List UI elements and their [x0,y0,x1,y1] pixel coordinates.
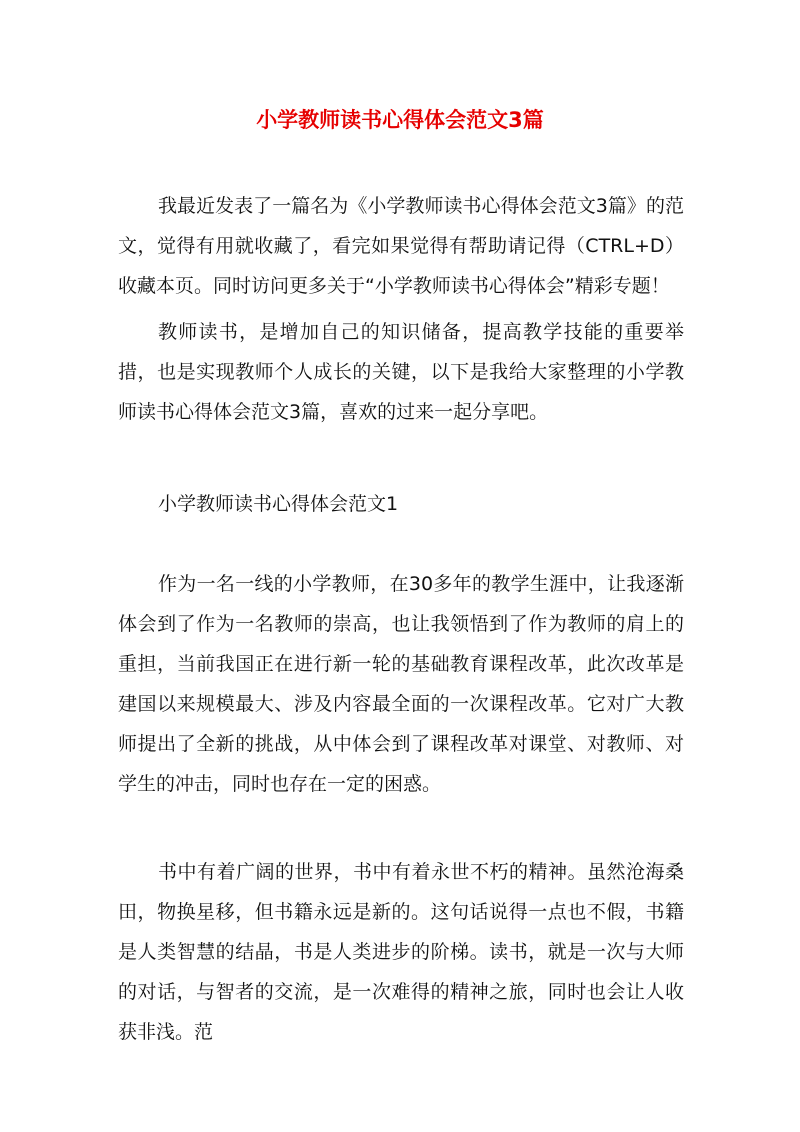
body-paragraph: 作为一名一线的小学教师，在30多年的教学生涯中，让我逐渐体会到了作为一名教师的崇高，也让我领悟到了作为教师的肩上的重担，当前我国正在进行新一轮的基础教育课程改革，此次改革是建国以来规模最大、涉及内容最全面的一次课程改革。它对广大教师提出了全新的挑战，从中体会到了课程改革对课堂、对教师、对学生的冲击，同时也存在一定的困惑。 [118,573,684,795]
body-paragraph: 书中有着广阔的世界，书中有着永世不朽的精神。虽然沧海桑田，物换星移，但书籍永远是新的。这句话说得一点也不假，书籍是人类智慧的结晶，书是人类进步的阶梯。读书，就是一次与大师的对话，与智者的交流，是一次难得的精神之旅，同时也会让人收获非浅。范 [118,861,684,1043]
intro-paragraph: 我最近发表了一篇名为《小学教师读书心得体会范文3篇》的范文，觉得有用就收藏了，看完如果觉得有帮助请记得（CTRL+D）收藏本页。同时访问更多关于“小学教师读书心得体会”精彩专题！ [118,195,684,297]
section-heading: 小学教师读书心得体会范文1 [158,493,399,515]
summary-paragraph: 教师读书，是增加自己的知识储备，提高教学技能的重要举措，也是实现教师个人成长的关键，以下是我给大家整理的小学教师读书心得体会范文3篇，喜欢的过来一起分享吧。 [118,321,684,423]
document-title: 小学教师读书心得体会范文3篇 [256,108,544,132]
